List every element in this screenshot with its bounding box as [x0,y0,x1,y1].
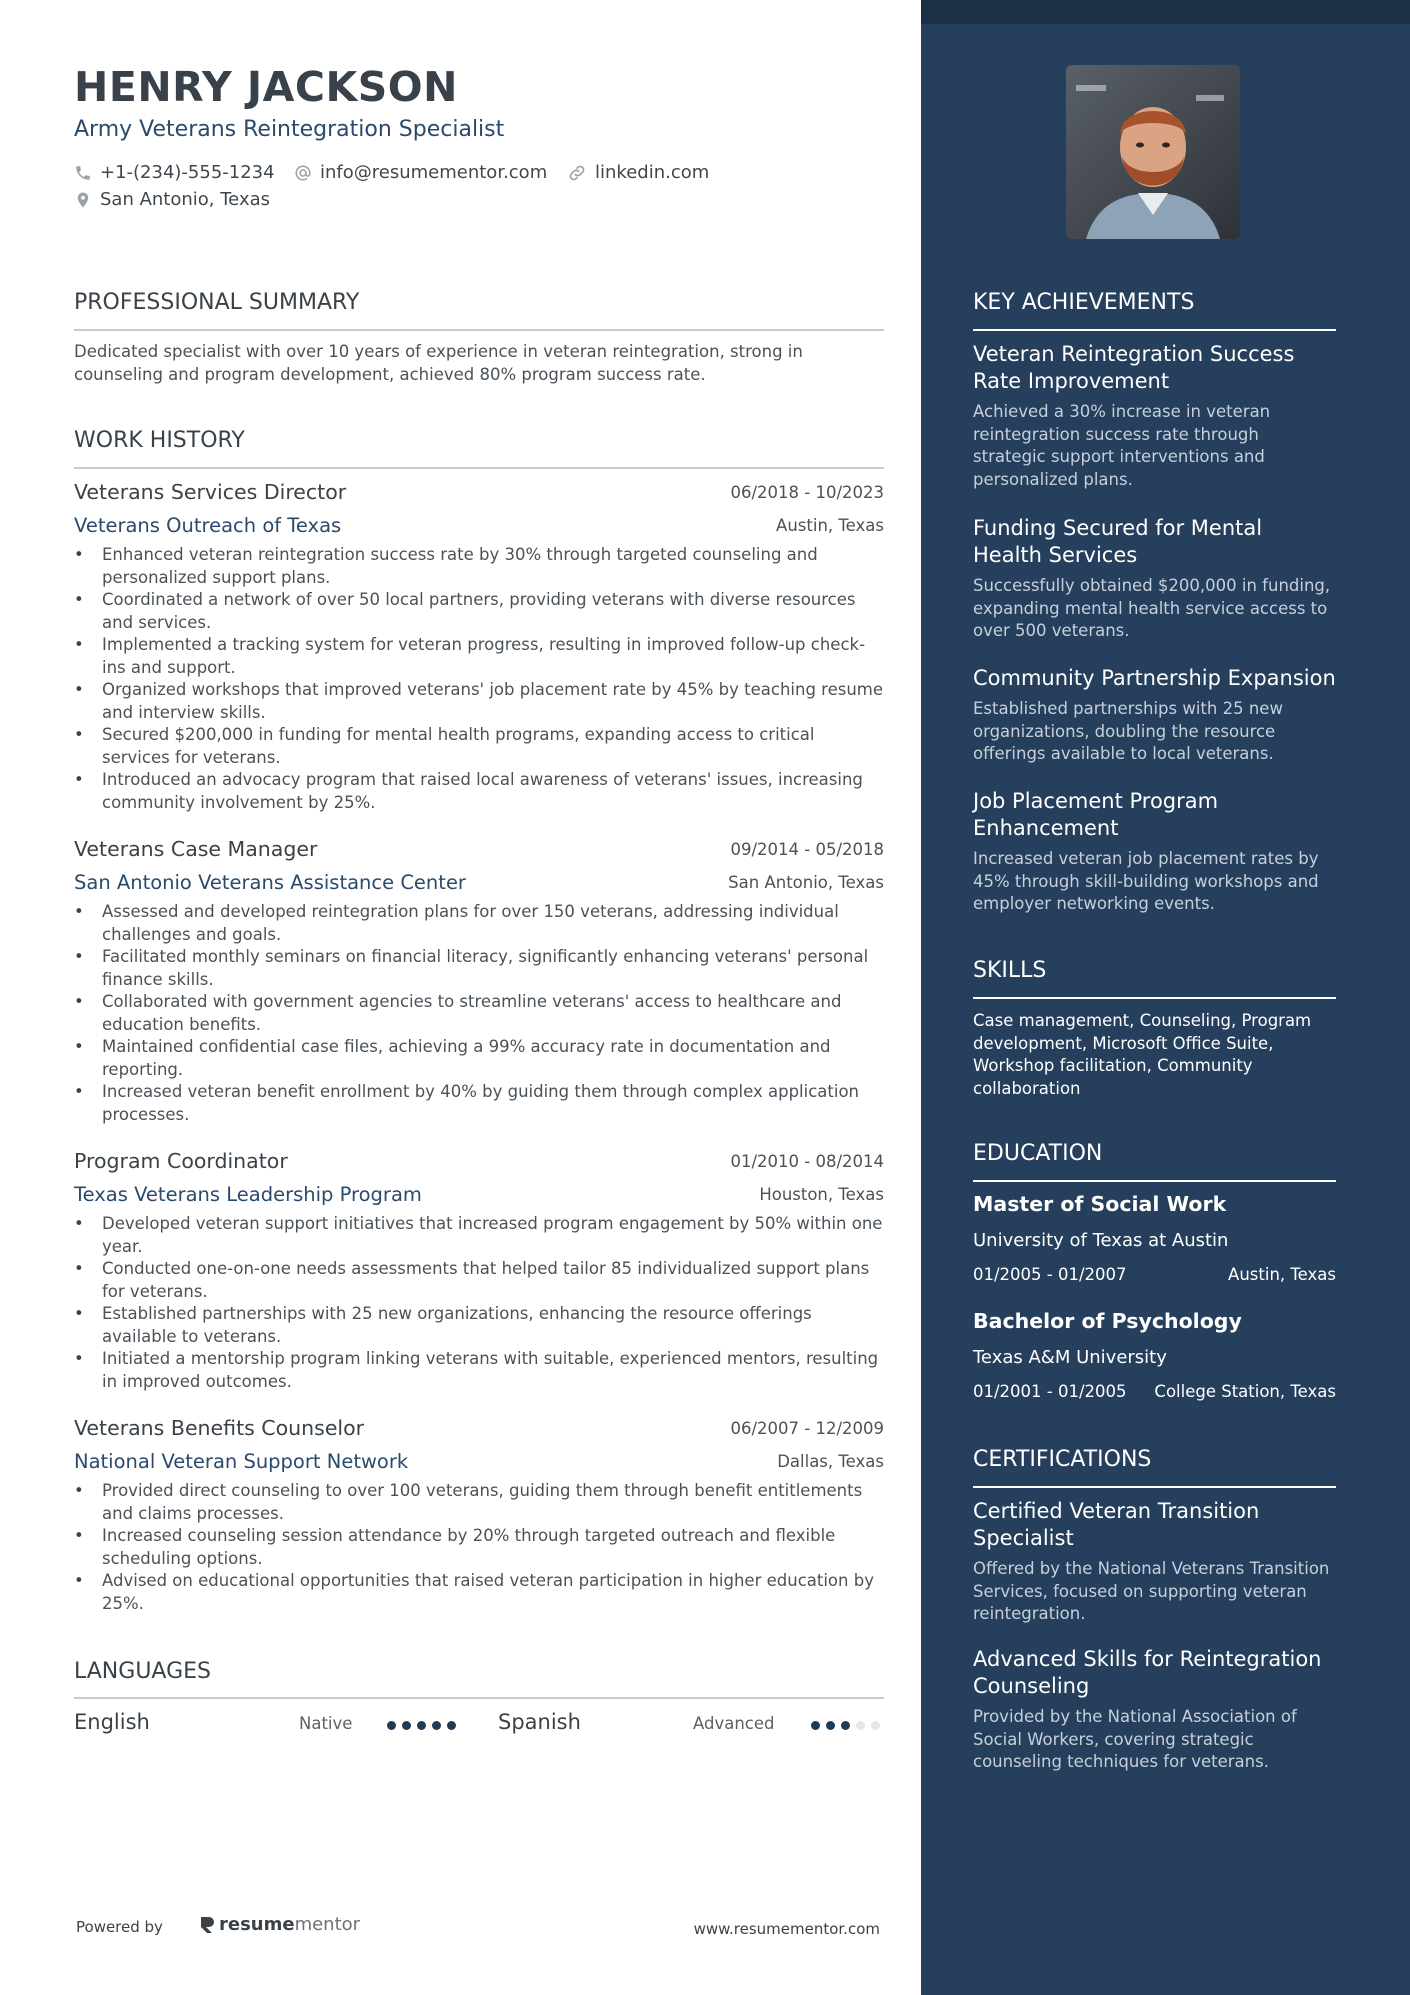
brand-bold: resume [219,1914,295,1935]
phone-text: +1-(234)-555-1234 [100,162,275,183]
achievement-item [973,665,1336,766]
bullet-item: • Maintained confidential case files, achieving a 99% accuracy rate in documentation and reporting. [74,1036,884,1081]
sidebar-column [921,0,1410,1995]
email-text: info@resumementor.com [320,162,548,183]
achievements-heading: KEY ACHIEVEMENTS [973,290,1195,315]
education-heading: EDUCATION [973,1141,1103,1166]
job-position: Veterans Benefits Counselor [74,1416,365,1440]
language-level: Advanced [693,1714,775,1733]
achievement-description: Successfully obtained $200,000 in funding, expanding mental health service access to over 500 veterans. [973,576,1331,640]
summary-heading: PROFESSIONAL SUMMARY [74,290,360,315]
bullet-item: • Initiated a mentorship program linking veterans with suitable, experienced mentors, resulting in improved outcomes. [74,1348,884,1393]
profile-photo [1066,65,1240,239]
rating-dot-filled [387,1721,396,1730]
at-icon [294,164,312,182]
location-pin-icon [74,190,92,210]
job-location: Austin, Texas [776,516,884,535]
achievement-title: Funding Secured for Mental Health Services [973,516,1263,567]
skills-list: Case management, Counseling, Program development, Microsoft Office Suite, Workshop facilitation, Community collaboration [973,1011,1312,1098]
certifications-heading: CERTIFICATIONS [973,1447,1152,1472]
bullet-item: • Coordinated a network of over 50 local partners, providing veterans with diverse resources and services. [74,589,884,634]
languages-list [74,1710,884,1740]
certifications-divider [973,1486,1336,1488]
job-organization: San Antonio Veterans Assistance Center [74,871,466,894]
achievement-title: Job Placement Program Enhancement [973,789,1219,840]
bullet-item: • Enhanced veteran reintegration success rate by 30% through targeted counseling and personalized support plans. [74,544,884,589]
skills-heading: SKILLS [973,958,1047,983]
rating-dot-filled [447,1721,456,1730]
rating-dot-filled [841,1721,850,1730]
job-bullets [74,901,884,1126]
certification-title: Certified Veteran Transition Specialist [973,1499,1260,1550]
language-name: English [74,1710,150,1734]
bullet-item: • Introduced an advocacy program that raised local awareness of veterans' issues, increasing community involvement by 25%. [74,769,884,814]
rating-dot-empty [856,1721,865,1730]
bullet-item: • Conducted one-on-one needs assessments that helped tailor 85 individualized support plans for veterans. [74,1258,884,1303]
job-dates: 09/2014 - 05/2018 [730,840,884,859]
education-degree: Bachelor of Psychology [973,1309,1242,1333]
bullet-item: • Assessed and developed reintegration plans for over 150 veterans, addressing individual challenges and goals. [74,901,884,946]
rating-dot-filled [402,1721,411,1730]
education-dates: 01/2001 - 01/2005 [973,1382,1127,1401]
bullet-item: • Collaborated with government agencies to streamline veterans' access to healthcare and education benefits. [74,991,884,1036]
job-position: Veterans Case Manager [74,837,318,861]
bullet-item: • Implemented a tracking system for veteran progress, resulting in improved follow-up check-ins and support. [74,634,884,679]
education-dates: 01/2005 - 01/2007 [973,1265,1127,1284]
footer-url-link[interactable]: www.resumementor.com [693,1920,880,1938]
rating-dot-filled [417,1721,426,1730]
education-school: University of Texas at Austin [973,1230,1229,1251]
job-location: San Antonio, Texas [728,873,884,892]
job-location: Houston, Texas [759,1185,884,1204]
education-school: Texas A&M University [973,1347,1167,1368]
job-position: Veterans Services Director [74,480,347,504]
language-name: Spanish [498,1710,581,1734]
languages-heading: LANGUAGES [74,1659,211,1684]
bullet-item: • Advised on educational opportunities that raised veteran participation in higher education by 25%. [74,1570,884,1615]
bullet-item: • Secured $200,000 in funding for mental health programs, expanding access to critical services for veterans. [74,724,884,769]
bullet-item: • Provided direct counseling to over 100 veterans, guiding them through benefit entitlements and claims processes. [74,1480,884,1525]
job-bullets [74,1480,884,1615]
job-entry [74,837,884,1126]
job-organization: Texas Veterans Leadership Program [74,1183,422,1206]
rating-dot-filled [826,1721,835,1730]
resumementor-logo-icon [199,1915,215,1935]
job-organization: National Veteran Support Network [74,1450,409,1473]
powered-by-label: Powered by [76,1918,163,1936]
languages-divider [74,1697,884,1699]
brand-light: mentor [294,1914,361,1935]
phone-icon [74,164,92,182]
job-dates: 06/2007 - 12/2009 [730,1419,884,1438]
education-divider [973,1180,1336,1182]
job-organization: Veterans Outreach of Texas [74,514,342,537]
achievement-item [973,341,1336,491]
language-level: Native [299,1714,353,1733]
resumementor-logo[interactable] [199,1914,360,1935]
bullet-item: • Increased counseling session attendance by 20% through targeted outreach and flexible scheduling options. [74,1525,884,1570]
achievements-divider [973,329,1336,331]
education-item [973,1309,1336,1406]
job-position: Program Coordinator [74,1149,288,1173]
certification-title: Advanced Skills for Reintegration Counseling [973,1647,1322,1698]
contact-phone[interactable] [74,162,275,183]
link-icon [567,163,587,183]
bullet-item: • Established partnerships with 25 new organizations, enhancing the resource offerings available to veterans. [74,1303,884,1348]
contact-email[interactable] [294,162,547,183]
job-entry [74,1149,884,1393]
achievement-title: Community Partnership Expansion [973,666,1336,690]
linkedin-text: linkedin.com [595,162,710,183]
certification-item [973,1646,1336,1774]
education-degree: Master of Social Work [973,1192,1227,1216]
candidate-name: HENRY JACKSON [74,63,458,111]
language-rating [387,1721,462,1730]
achievement-description: Established partnerships with 25 new organizations, doubling the resource offerings available to local veterans. [973,699,1283,763]
rating-dot-filled [811,1721,820,1730]
job-bullets [74,544,884,814]
achievement-description: Increased veteran job placement rates by 45% through skill-building workshops and employer networking events. [973,849,1319,913]
rating-dot-empty [871,1721,880,1730]
location-text: San Antonio, Texas [100,189,270,210]
language-rating [811,1721,886,1730]
bullet-item: • Organized workshops that improved veterans' job placement rate by 45% by teaching resume and interview skills. [74,679,884,724]
job-dates: 01/2010 - 08/2014 [730,1152,884,1171]
job-entry [74,480,884,814]
contact-linkedin[interactable] [567,162,709,183]
sidebar-top-band [921,0,1410,24]
job-dates: 06/2018 - 10/2023 [730,483,884,502]
skills-divider [973,997,1336,999]
work-history-heading: WORK HISTORY [74,428,245,453]
education-item [973,1192,1336,1289]
bullet-item: • Increased veteran benefit enrollment by 40% by guiding them through complex application processes. [74,1081,884,1126]
achievement-title: Veteran Reintegration Success Rate Improvement [973,342,1295,393]
work-history-divider [74,467,884,469]
bullet-item: • Facilitated monthly seminars on financial literacy, significantly enhancing veterans' personal finance skills. [74,946,884,991]
bullet-item: • Developed veteran support initiatives that increased program engagement by 50% within one year. [74,1213,884,1258]
job-bullets [74,1213,884,1393]
certification-description: Provided by the National Association of Social Workers, covering strategic counseling techniques for veterans. [973,1707,1297,1771]
achievement-item [973,515,1336,643]
job-location: Dallas, Texas [777,1452,884,1471]
summary-text: Dedicated specialist with over 10 years of experience in veteran reintegration, strong in counseling and program development, achieved 80% program success rate. [74,342,803,384]
certification-item [973,1498,1336,1626]
achievement-item [973,788,1336,916]
job-title: Army Veterans Reintegration Specialist [74,117,505,142]
education-location: College Station, Texas [1154,1382,1336,1401]
contact-location [74,189,270,210]
job-entry [74,1416,884,1615]
summary-divider [74,329,884,331]
certification-description: Offered by the National Veterans Transition Services, focused on supporting veteran reintegration. [973,1559,1330,1623]
rating-dot-filled [432,1721,441,1730]
education-location: Austin, Texas [1228,1265,1336,1284]
achievement-description: Achieved a 30% increase in veteran reintegration success rate through strategic support interventions and personalized plans. [973,402,1271,489]
